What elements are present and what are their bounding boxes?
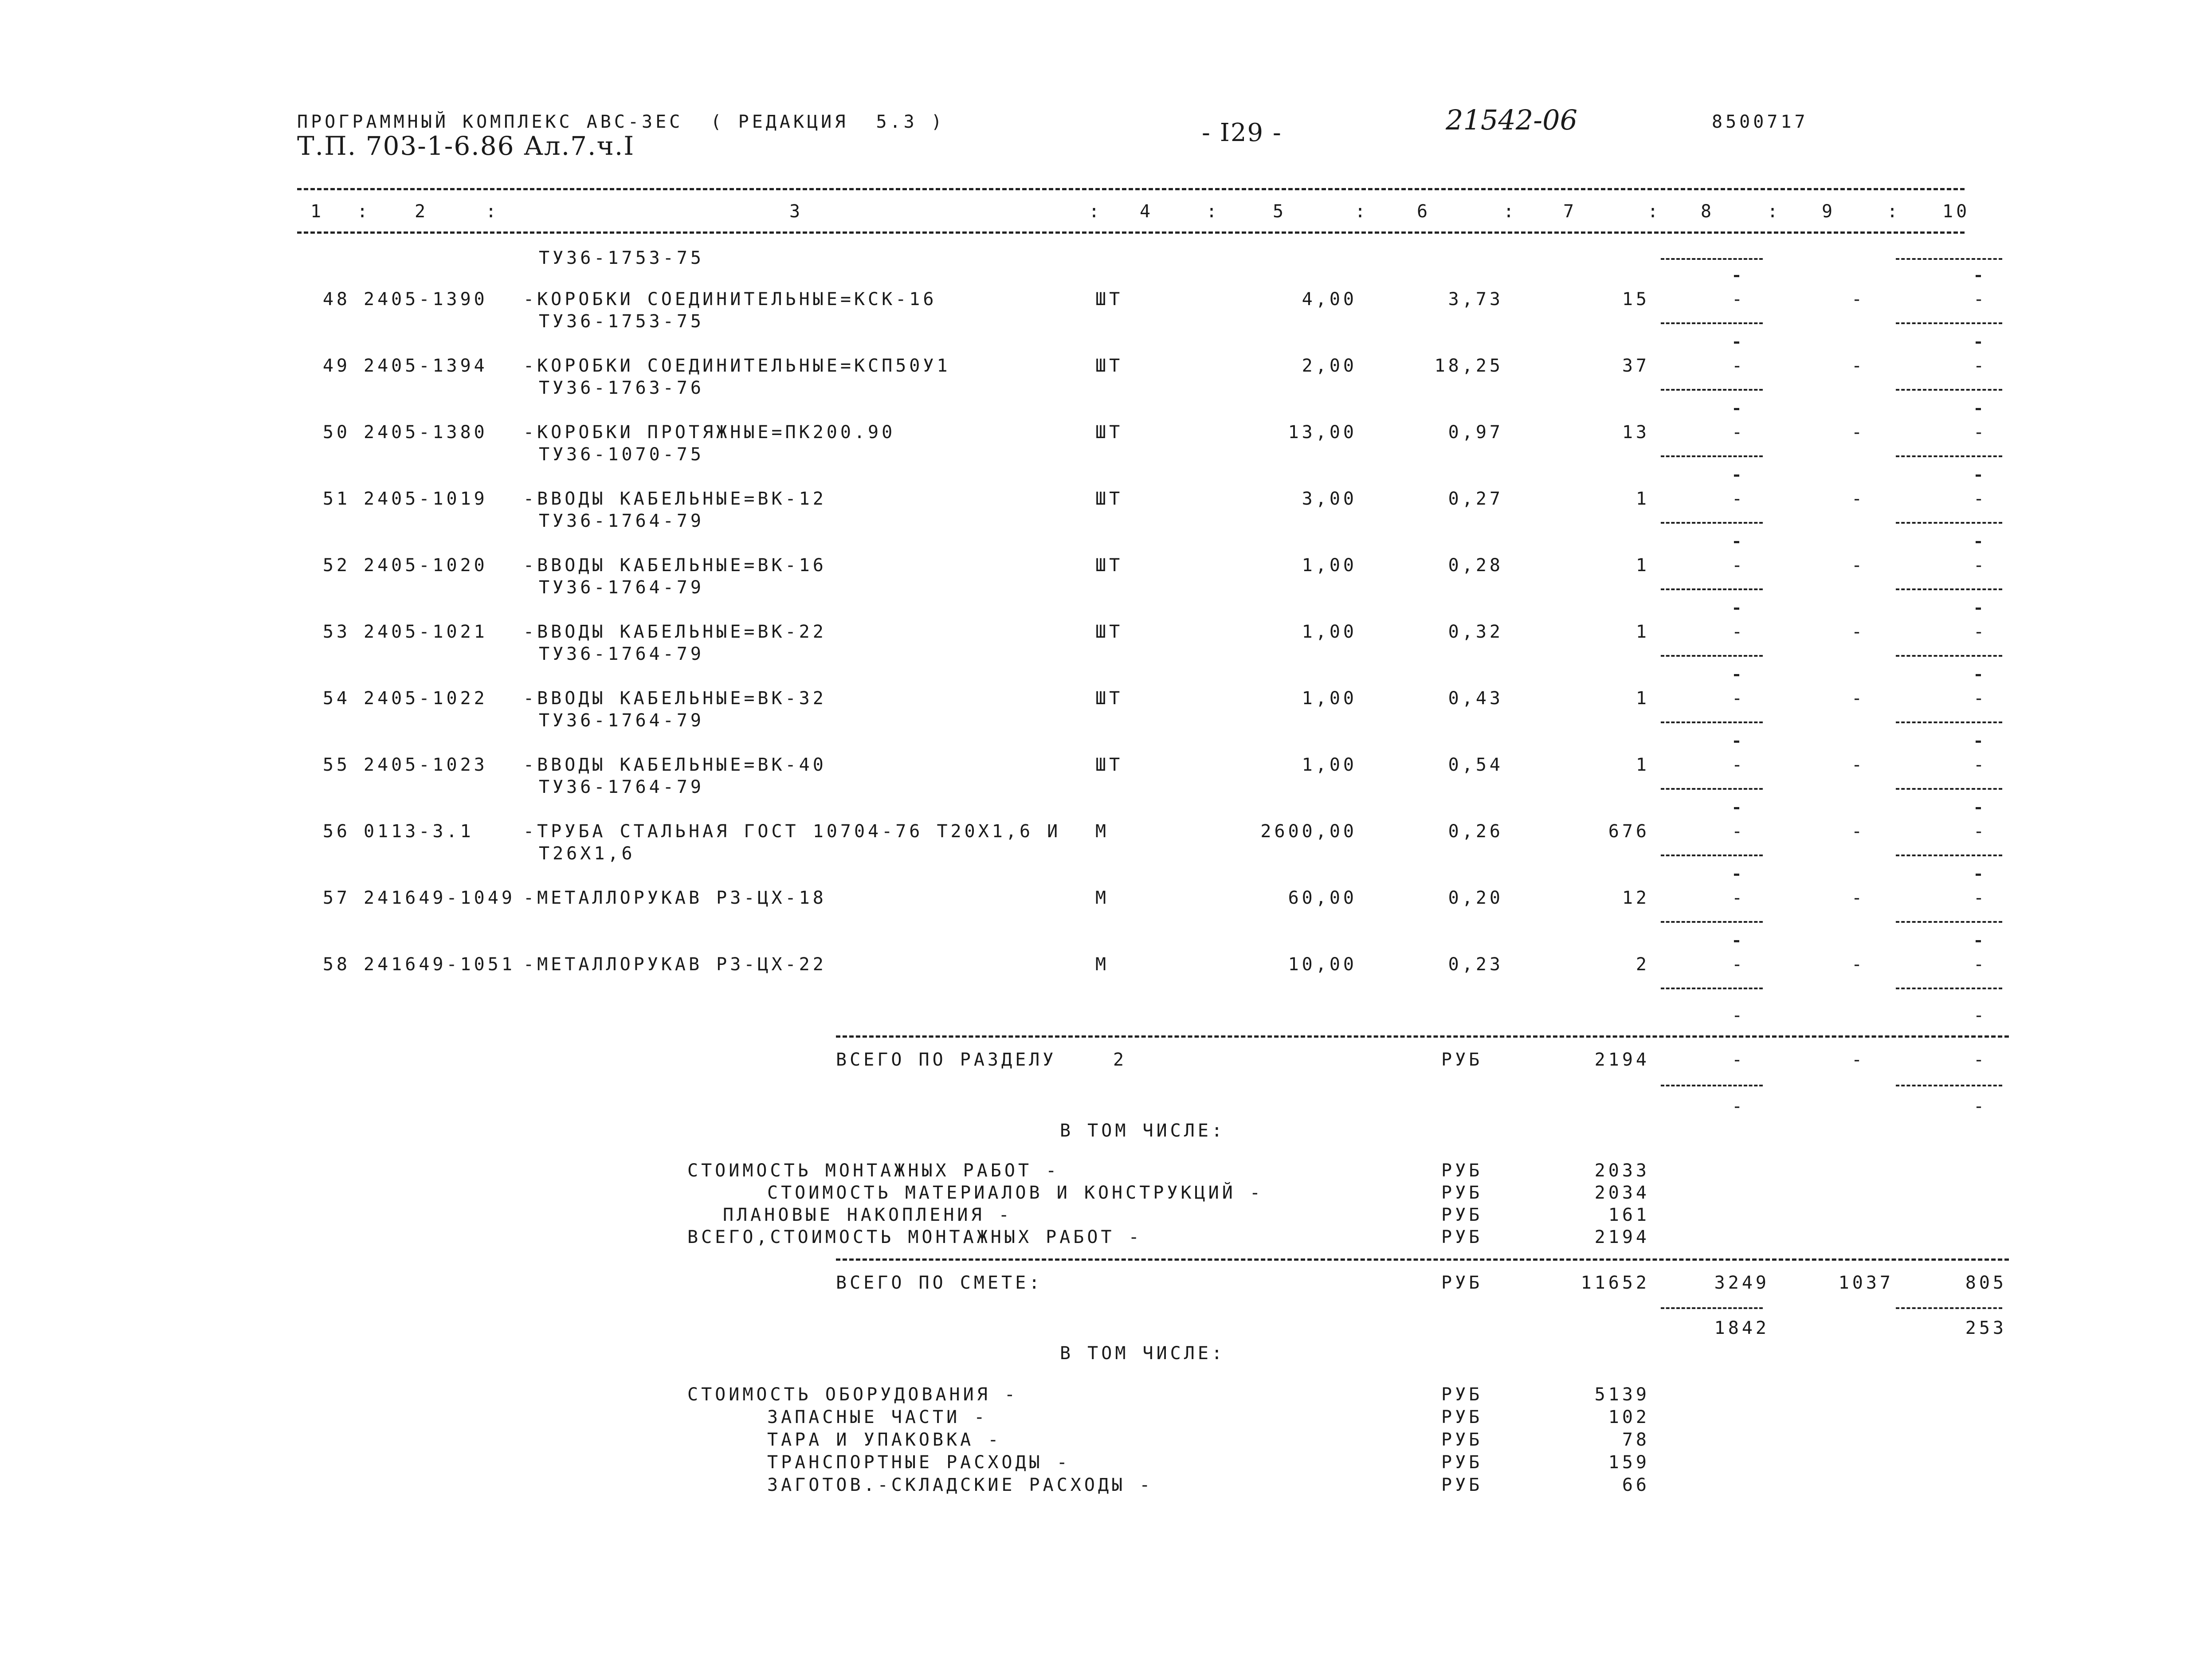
estimate-col10-rule bbox=[1896, 1307, 2002, 1309]
col10-mark bbox=[1976, 940, 1981, 942]
header-top-rule bbox=[297, 188, 1965, 190]
row-spec: ТУ36-1763-76 bbox=[539, 378, 704, 398]
row-code: 2405-1394 bbox=[364, 356, 488, 376]
column-separator: : bbox=[1647, 201, 1662, 222]
estimate-col10-sub: 253 bbox=[1965, 1318, 2007, 1338]
breakdown-label: ЗАПАСНЫЕ ЧАСТИ - bbox=[767, 1407, 988, 1427]
including-heading-1: В ТОМ ЧИСЛЕ: bbox=[1060, 1121, 1225, 1141]
row-col10: - bbox=[1973, 755, 1988, 775]
row-unit-price: 0,20 bbox=[1448, 888, 1503, 908]
program-title: ПРОГРАММНЫЙ КОМПЛЕКС АВС-3ЕС ( РЕДАКЦИЯ 5.3 ) bbox=[297, 112, 945, 132]
estimate-total-rule bbox=[836, 1258, 2009, 1261]
continued-spec: ТУ36-1753-75 bbox=[539, 248, 704, 268]
final-col10-mark: - bbox=[1973, 1005, 1988, 1026]
breakdown-label: ПЛАНОВЫЕ НАКОПЛЕНИЯ - bbox=[723, 1205, 1012, 1225]
breakdown-value: 2194 bbox=[1594, 1227, 1650, 1247]
section-total-unit: РУБ bbox=[1441, 1050, 1483, 1070]
breakdown-label: СТОИМОСТЬ МОНТАЖНЫХ РАБОТ - bbox=[687, 1160, 1060, 1181]
section-total-rule bbox=[836, 1035, 2009, 1038]
row-spec: ТУ36-1764-79 bbox=[539, 577, 704, 598]
row-col8-rule bbox=[1661, 655, 1763, 657]
breakdown-value: 161 bbox=[1608, 1205, 1650, 1225]
estimate-total-value: 11652 bbox=[1581, 1273, 1650, 1293]
row-col9: - bbox=[1851, 422, 1866, 443]
row-quantity: 13,00 bbox=[1288, 422, 1357, 443]
breakdown-label: СТОИМОСТЬ ОБОРУДОВАНИЯ - bbox=[687, 1384, 1018, 1405]
row-col9: - bbox=[1851, 356, 1866, 376]
row-name: -МЕТАЛЛОРУКАВ РЗ-ЦХ-18 bbox=[523, 888, 827, 908]
row-col10: - bbox=[1973, 289, 1988, 310]
col10-mark bbox=[1976, 474, 1981, 477]
section-col8-sub: - bbox=[1732, 1096, 1746, 1117]
estimate-total-col10: 805 bbox=[1965, 1273, 2007, 1293]
row-col8: - bbox=[1732, 821, 1746, 842]
col8-mark bbox=[1734, 741, 1739, 743]
col8-mark bbox=[1734, 674, 1739, 676]
row-col10-rule bbox=[1896, 788, 2002, 790]
col10-rule bbox=[1896, 258, 2002, 260]
row-unit: М bbox=[1095, 821, 1110, 842]
row-spec: ТУ36-1764-79 bbox=[539, 777, 704, 797]
estimate-col8-sub: 1842 bbox=[1714, 1318, 1769, 1338]
section-total-label: ВСЕГО ПО РАЗДЕЛУ bbox=[836, 1050, 1057, 1070]
column-header-6: 6 bbox=[1417, 201, 1431, 222]
breakdown-unit: РУБ bbox=[1441, 1407, 1483, 1427]
row-col9: - bbox=[1851, 489, 1866, 509]
estimate-total-label: ВСЕГО ПО СМЕТЕ: bbox=[836, 1273, 1043, 1293]
row-col8: - bbox=[1732, 356, 1746, 376]
row-code: 2405-1020 bbox=[364, 555, 488, 576]
row-col10-rule bbox=[1896, 588, 2002, 590]
row-col10: - bbox=[1973, 555, 1988, 576]
row-col10-rule bbox=[1896, 322, 2002, 324]
row-unit: ШТ bbox=[1095, 622, 1123, 642]
col8-mark bbox=[1734, 608, 1739, 610]
row-unit: ШТ bbox=[1095, 289, 1123, 310]
row-number: 55 bbox=[322, 755, 350, 775]
row-name: -ВВОДЫ КАБЕЛЬНЫЕ=ВК-22 bbox=[523, 622, 827, 642]
row-col10: - bbox=[1973, 422, 1988, 443]
breakdown-value: 5139 bbox=[1594, 1384, 1650, 1405]
row-total: 1 bbox=[1635, 555, 1650, 576]
row-col10: - bbox=[1973, 489, 1988, 509]
row-quantity: 60,00 bbox=[1288, 888, 1357, 908]
row-unit-price: 0,27 bbox=[1448, 489, 1503, 509]
row-code: 0113-3.1 bbox=[364, 821, 474, 842]
breakdown-unit: РУБ bbox=[1441, 1384, 1483, 1405]
row-spec: ТУ36-1764-79 bbox=[539, 710, 704, 731]
breakdown-value: 2033 bbox=[1594, 1160, 1650, 1181]
row-col10-rule bbox=[1896, 921, 2002, 923]
row-code: 2405-1390 bbox=[364, 289, 488, 310]
row-unit: ШТ bbox=[1095, 489, 1123, 509]
breakdown-unit: РУБ bbox=[1441, 1475, 1483, 1495]
row-number: 56 bbox=[322, 821, 350, 842]
row-col10: - bbox=[1973, 688, 1988, 709]
row-code: 241649-1049 bbox=[364, 888, 515, 908]
row-number: 57 bbox=[322, 888, 350, 908]
estimate-col8-rule bbox=[1661, 1307, 1763, 1309]
breakdown-unit: РУБ bbox=[1441, 1227, 1483, 1247]
column-header-10: 10 bbox=[1942, 201, 1970, 222]
row-unit: ШТ bbox=[1095, 688, 1123, 709]
col10-mark bbox=[1976, 341, 1981, 344]
row-number: 50 bbox=[322, 422, 350, 443]
row-col8-rule bbox=[1661, 389, 1763, 391]
section-number: 2 bbox=[1113, 1050, 1127, 1070]
row-unit: ШТ bbox=[1095, 422, 1123, 443]
row-number: 53 bbox=[322, 622, 350, 642]
row-number: 48 bbox=[322, 289, 350, 310]
section-col10-rule bbox=[1896, 1085, 2002, 1086]
row-col8-rule bbox=[1661, 721, 1763, 723]
row-code: 2405-1021 bbox=[364, 622, 488, 642]
row-unit-price: 3,73 bbox=[1448, 289, 1503, 310]
row-quantity: 1,00 bbox=[1302, 755, 1357, 775]
column-header-7: 7 bbox=[1563, 201, 1577, 222]
row-col8-rule bbox=[1661, 788, 1763, 790]
column-header-3: 3 bbox=[789, 201, 804, 222]
final-col8-mark: - bbox=[1732, 1005, 1746, 1026]
column-separator: : bbox=[1503, 201, 1518, 222]
row-unit-price: 0,54 bbox=[1448, 755, 1503, 775]
breakdown-unit: РУБ bbox=[1441, 1160, 1483, 1181]
row-col10-rule bbox=[1896, 855, 2002, 856]
row-total: 1 bbox=[1635, 489, 1650, 509]
header-bottom-rule bbox=[297, 231, 1965, 234]
section-col10-sub: - bbox=[1973, 1096, 1988, 1117]
row-col8: - bbox=[1732, 422, 1746, 443]
row-name: -ВВОДЫ КАБЕЛЬНЫЕ=ВК-12 bbox=[523, 489, 827, 509]
section-total-col8: - bbox=[1732, 1050, 1746, 1070]
row-total: 15 bbox=[1622, 289, 1650, 310]
row-unit-price: 0,97 bbox=[1448, 422, 1503, 443]
row-col9: - bbox=[1851, 821, 1866, 842]
handwritten-document-number: 21542-06 bbox=[1446, 104, 1578, 136]
estimate-total-col8: 3249 bbox=[1714, 1273, 1769, 1293]
row-unit: М bbox=[1095, 888, 1110, 908]
breakdown-value: 78 bbox=[1622, 1430, 1650, 1450]
row-code: 2405-1023 bbox=[364, 755, 488, 775]
breakdown-value: 102 bbox=[1608, 1407, 1650, 1427]
column-header-9: 9 bbox=[1822, 201, 1836, 222]
page-number: - I29 - bbox=[1202, 118, 1282, 147]
section-total-col10: - bbox=[1973, 1050, 1988, 1070]
col8-mark bbox=[1734, 874, 1739, 876]
row-col8-rule bbox=[1661, 322, 1763, 324]
col8-mark bbox=[1734, 474, 1739, 477]
estimate-total-col9: 1037 bbox=[1838, 1273, 1894, 1293]
row-total: 1 bbox=[1635, 688, 1650, 709]
row-spec: ТУ36-1753-75 bbox=[539, 311, 704, 332]
row-col10-rule bbox=[1896, 389, 2002, 391]
row-code: 2405-1380 bbox=[364, 422, 488, 443]
row-col8: - bbox=[1732, 289, 1746, 310]
row-col9: - bbox=[1851, 289, 1866, 310]
row-name: -ВВОДЫ КАБЕЛЬНЫЕ=ВК-32 bbox=[523, 688, 827, 709]
row-unit: М bbox=[1095, 954, 1110, 975]
section-total-col9: - bbox=[1851, 1050, 1866, 1070]
row-col8-rule bbox=[1661, 855, 1763, 856]
section-total-value: 2194 bbox=[1594, 1050, 1650, 1070]
breakdown-unit: РУБ bbox=[1441, 1452, 1483, 1473]
row-col9: - bbox=[1851, 555, 1866, 576]
column-separator: : bbox=[1355, 201, 1369, 222]
row-name: -ВВОДЫ КАБЕЛЬНЫЕ=ВК-16 bbox=[523, 555, 827, 576]
document-code: 8500717 bbox=[1712, 112, 1808, 132]
row-name: -КОРОБКИ ПРОТЯЖНЫЕ=ПК200.90 bbox=[523, 422, 896, 443]
row-number: 51 bbox=[322, 489, 350, 509]
row-col8-rule bbox=[1661, 921, 1763, 923]
row-total: 13 bbox=[1622, 422, 1650, 443]
column-separator: : bbox=[357, 201, 371, 222]
row-col8: - bbox=[1732, 755, 1746, 775]
row-col8-rule bbox=[1661, 988, 1763, 989]
col10-mark bbox=[1976, 275, 1981, 277]
row-number: 52 bbox=[322, 555, 350, 576]
breakdown-value: 2034 bbox=[1594, 1183, 1650, 1203]
row-name: -КОРОБКИ СОЕДИНИТЕЛЬНЫЕ=КСК-16 bbox=[523, 289, 937, 310]
row-unit-price: 0,26 bbox=[1448, 821, 1503, 842]
col10-mark bbox=[1976, 874, 1981, 876]
row-col8: - bbox=[1732, 888, 1746, 908]
breakdown-label: ВСЕГО,СТОИМОСТЬ МОНТАЖНЫХ РАБОТ - bbox=[687, 1227, 1142, 1247]
row-col8: - bbox=[1732, 555, 1746, 576]
breakdown-value: 66 bbox=[1622, 1475, 1650, 1495]
col8-rule bbox=[1661, 258, 1763, 260]
row-quantity: 10,00 bbox=[1288, 954, 1357, 975]
row-unit: ШТ bbox=[1095, 555, 1123, 576]
row-col9: - bbox=[1851, 888, 1866, 908]
row-quantity: 1,00 bbox=[1302, 688, 1357, 709]
col10-mark bbox=[1976, 741, 1981, 743]
row-code: 241649-1051 bbox=[364, 954, 515, 975]
column-separator: : bbox=[1206, 201, 1220, 222]
row-col9: - bbox=[1851, 688, 1866, 709]
row-spec: ТУ36-1764-79 bbox=[539, 644, 704, 664]
col8-mark bbox=[1734, 807, 1739, 809]
breakdown-label: ЗАГОТОВ.-СКЛАДСКИЕ РАСХОДЫ - bbox=[767, 1475, 1153, 1495]
row-col8: - bbox=[1732, 954, 1746, 975]
row-name: -ТРУБА СТАЛЬНАЯ ГОСТ 10704-76 Т20Х1,6 И bbox=[523, 821, 1061, 842]
col10-mark bbox=[1976, 674, 1981, 676]
row-quantity: 1,00 bbox=[1302, 622, 1357, 642]
row-quantity: 2600,00 bbox=[1260, 821, 1357, 842]
column-separator: : bbox=[1887, 201, 1901, 222]
col8-mark bbox=[1734, 341, 1739, 344]
column-header-1: 1 bbox=[310, 201, 325, 222]
column-header-5: 5 bbox=[1273, 201, 1287, 222]
row-col10: - bbox=[1973, 821, 1988, 842]
row-col10-rule bbox=[1896, 655, 2002, 657]
row-col8: - bbox=[1732, 622, 1746, 642]
including-heading-2: В ТОМ ЧИСЛЕ: bbox=[1060, 1343, 1225, 1364]
row-col9: - bbox=[1851, 954, 1866, 975]
column-separator: : bbox=[1767, 201, 1781, 222]
row-unit-price: 18,25 bbox=[1434, 356, 1503, 376]
row-quantity: 2,00 bbox=[1302, 356, 1357, 376]
breakdown-unit: РУБ bbox=[1441, 1205, 1483, 1225]
row-col9: - bbox=[1851, 755, 1866, 775]
row-spec: ТУ36-1764-79 bbox=[539, 511, 704, 531]
row-number: 58 bbox=[322, 954, 350, 975]
breakdown-value: 159 bbox=[1608, 1452, 1650, 1473]
row-col8-rule bbox=[1661, 522, 1763, 524]
row-unit: ШТ bbox=[1095, 755, 1123, 775]
col8-mark bbox=[1734, 275, 1739, 277]
row-col8-rule bbox=[1661, 455, 1763, 457]
breakdown-label: ТРАНСПОРТНЫЕ РАСХОДЫ - bbox=[767, 1452, 1071, 1473]
row-total: 2 bbox=[1635, 954, 1650, 975]
breakdown-label: СТОИМОСТЬ МАТЕРИАЛОВ И КОНСТРУКЦИЙ - bbox=[767, 1183, 1263, 1203]
row-col8: - bbox=[1732, 688, 1746, 709]
column-separator: : bbox=[486, 201, 500, 222]
row-col10-rule bbox=[1896, 522, 2002, 524]
row-number: 49 bbox=[322, 356, 350, 376]
col10-mark bbox=[1976, 541, 1981, 543]
row-col10-rule bbox=[1896, 988, 2002, 989]
breakdown-unit: РУБ bbox=[1441, 1430, 1483, 1450]
row-number: 54 bbox=[322, 688, 350, 709]
col10-mark bbox=[1976, 408, 1981, 410]
row-col10: - bbox=[1973, 356, 1988, 376]
row-quantity: 4,00 bbox=[1302, 289, 1357, 310]
row-unit-price: 0,23 bbox=[1448, 954, 1503, 975]
row-spec: Т26Х1,6 bbox=[539, 843, 635, 864]
col8-mark bbox=[1734, 541, 1739, 543]
section-col8-rule bbox=[1661, 1085, 1763, 1086]
col10-mark bbox=[1976, 807, 1981, 809]
row-code: 2405-1022 bbox=[364, 688, 488, 709]
column-header-2: 2 bbox=[415, 201, 429, 222]
row-quantity: 3,00 bbox=[1302, 489, 1357, 509]
row-col10-rule bbox=[1896, 721, 2002, 723]
row-name: -КОРОБКИ СОЕДИНИТЕЛЬНЫЕ=КСП50У1 bbox=[523, 356, 951, 376]
column-separator: : bbox=[1089, 201, 1103, 222]
col10-mark bbox=[1976, 608, 1981, 610]
breakdown-unit: РУБ bbox=[1441, 1183, 1483, 1203]
row-unit-price: 0,32 bbox=[1448, 622, 1503, 642]
col8-mark bbox=[1734, 408, 1739, 410]
row-col10: - bbox=[1973, 954, 1988, 975]
estimate-total-unit: РУБ bbox=[1441, 1273, 1483, 1293]
row-quantity: 1,00 bbox=[1302, 555, 1357, 576]
project-reference: Т.П. 703-1-6.86 Ал.7.ч.I bbox=[297, 131, 635, 161]
row-spec: ТУ36-1070-75 bbox=[539, 444, 704, 465]
row-col8-rule bbox=[1661, 588, 1763, 590]
row-col10: - bbox=[1973, 622, 1988, 642]
column-header-8: 8 bbox=[1701, 201, 1715, 222]
row-unit-price: 0,28 bbox=[1448, 555, 1503, 576]
column-header-4: 4 bbox=[1140, 201, 1154, 222]
row-total: 676 bbox=[1608, 821, 1650, 842]
row-total: 1 bbox=[1635, 622, 1650, 642]
row-total: 37 bbox=[1622, 356, 1650, 376]
row-code: 2405-1019 bbox=[364, 489, 488, 509]
row-name: -ВВОДЫ КАБЕЛЬНЫЕ=ВК-40 bbox=[523, 755, 827, 775]
row-col8: - bbox=[1732, 489, 1746, 509]
row-col9: - bbox=[1851, 622, 1866, 642]
breakdown-label: ТАРА И УПАКОВКА - bbox=[767, 1430, 1002, 1450]
col8-mark bbox=[1734, 940, 1739, 942]
row-col10-rule bbox=[1896, 455, 2002, 457]
row-total: 1 bbox=[1635, 755, 1650, 775]
row-unit-price: 0,43 bbox=[1448, 688, 1503, 709]
row-col10: - bbox=[1973, 888, 1988, 908]
row-total: 12 bbox=[1622, 888, 1650, 908]
row-name: -МЕТАЛЛОРУКАВ РЗ-ЦХ-22 bbox=[523, 954, 827, 975]
row-unit: ШТ bbox=[1095, 356, 1123, 376]
